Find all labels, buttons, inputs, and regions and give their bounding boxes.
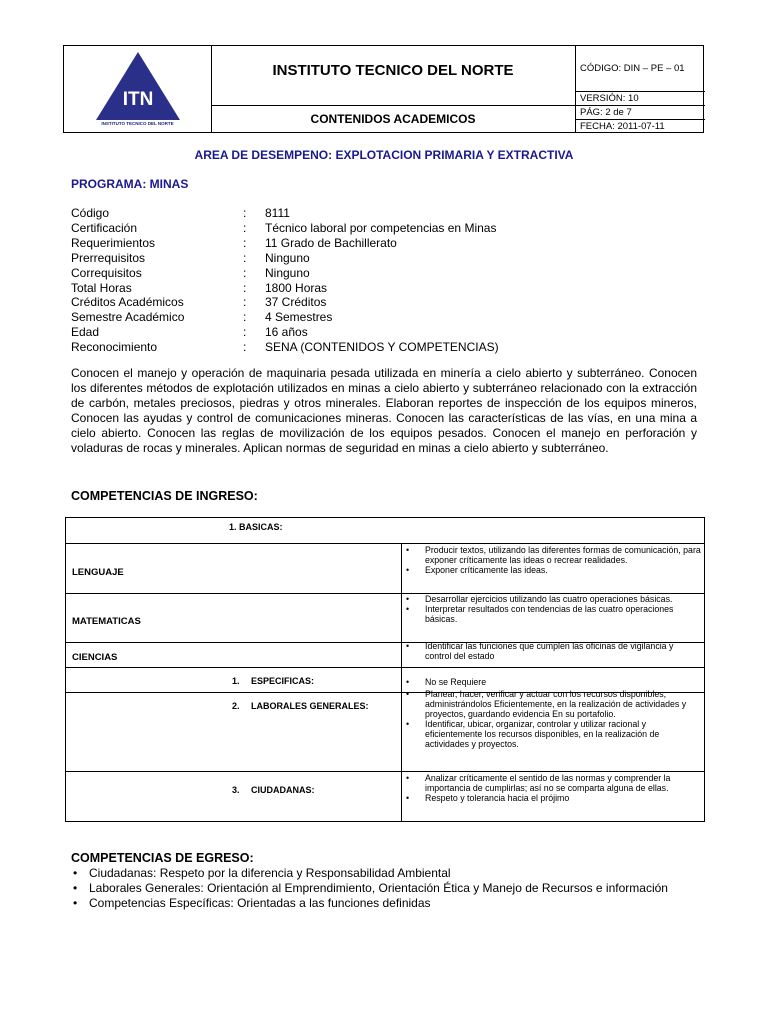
laborales-label: LABORALES GENERALES: — [251, 701, 369, 711]
field-label: Correquisitos — [71, 265, 142, 280]
egreso-item: • Competencias Específicas: Orientadas a las funciones definidas — [71, 896, 668, 911]
field-label: Certificación — [71, 220, 138, 235]
laborales-number: 2. — [232, 701, 240, 711]
document-subtitle: CONTENIDOS ACADEMICOS — [310, 112, 476, 126]
field-value: Técnico laboral por competencias en Minas — [265, 220, 497, 235]
matematicas-items — [406, 594, 701, 624]
field-value: Ninguno — [265, 250, 310, 265]
itn-logo — [92, 50, 184, 122]
program-fields — [0, 206, 768, 356]
page-label: PÁG: 2 de 7 — [580, 107, 632, 118]
lenguaje-items — [406, 545, 701, 575]
field-value: 16 años — [265, 325, 308, 340]
egreso-list — [71, 866, 668, 911]
egreso-title: COMPETENCIAS DE EGRESO: — [71, 851, 254, 865]
field-separator: : — [243, 295, 247, 310]
competency-text: No se Requiere — [425, 677, 487, 687]
competency-item — [406, 641, 701, 661]
laborales-items — [406, 689, 701, 749]
field-label: Reconocimiento — [71, 340, 158, 355]
field-label: Requerimientos — [71, 235, 156, 250]
egreso-item: • Ciudadanas: Respeto por la diferencia y Responsabilidad Ambiental — [71, 866, 668, 881]
bullet-icon: • — [406, 689, 410, 699]
bullet-icon: • — [406, 641, 410, 651]
field-value: 1800 Horas — [265, 280, 328, 295]
logo-text: ITN — [122, 89, 154, 110]
bullet-icon: • — [406, 773, 410, 783]
field-value: 37 Créditos — [265, 295, 327, 310]
field-separator: : — [243, 206, 247, 220]
program-title: PROGRAMA: MINAS — [71, 177, 189, 191]
bullet-icon: • — [406, 793, 410, 803]
competency-item — [406, 793, 701, 803]
institution-name: INSTITUTO TECNICO DEL NORTE — [272, 62, 514, 79]
version-label: VERSIÓN: 10 — [580, 93, 639, 104]
field-value: 8111 — [265, 206, 290, 220]
especificas-number: 1. — [232, 676, 240, 686]
bullet-icon: • — [406, 545, 410, 555]
competency-item — [406, 719, 701, 749]
code-label: CÓDIGO: DIN – PE – 01 — [580, 63, 685, 74]
lenguaje-label: LENGUAJE — [72, 567, 124, 578]
competency-text: Interpretar resultados con tendencias de las cuatro operaciones básicas. — [425, 604, 674, 624]
competency-item — [406, 773, 701, 793]
field-label: Semestre Académico — [71, 310, 185, 325]
competency-item — [406, 565, 701, 575]
competency-text: Identificar, ubicar, organizar, controlar y utilizar racional y eficientemente los recursos disponibles, en la realización de actividades y proyectos. — [425, 719, 660, 749]
ciencias-label: CIENCIAS — [72, 652, 118, 663]
field-label: Edad — [71, 325, 100, 340]
competency-item — [406, 677, 701, 687]
competency-text: Analizar críticamente el sentido de las normas y comprender la importancia de cumplirlas; así no se comparta alguna de ellas. — [425, 773, 671, 793]
field-label: Créditos Académicos — [71, 295, 184, 310]
field-separator: : — [243, 310, 247, 325]
program-description: Conocen el manejo y operación de maquinaria pesada utilizada en minería a cielo abierto y subterráneo. Conocen los diferentes métodos de explotación utilizados en minas a cielo abierto y subterráneo relacionado con la extracción de carbón, metales preciosos, piedras y otros minerales. Elaboran reportes de inspección de los equipos mineros, Conocen las ayudas y control de comunicaciones mineras. Conocen las características de las vías, en una mina a cielo abierto. Conocen las reglas de movilización de los equipos pesados. Conocen el manejo en perforación y voladuras de rocas y minerales. Aplican normas de seguridad en minas a cielo abierto y subterráneo. — [71, 366, 697, 455]
field-value: SENA (CONTENIDOS Y COMPETENCIAS) — [265, 340, 499, 355]
field-value: 4 Semestres — [265, 310, 333, 325]
competency-item — [406, 594, 701, 604]
competency-item — [406, 604, 701, 624]
bullet-icon: • — [406, 604, 410, 614]
bullet-icon: • — [406, 677, 410, 687]
field-label: Código — [71, 206, 110, 220]
competency-text: Identificar las funciones que cumplen las oficinas de vigilancia y control del estado — [425, 641, 674, 661]
competency-text: Respeto y tolerancia hacia el prójimo — [425, 793, 570, 803]
field-separator: : — [243, 265, 247, 280]
logo-caption: INSTITUTO TECNICO DEL NORTE — [101, 121, 174, 126]
field-value: 11 Grado de Bachillerato — [265, 235, 397, 250]
ciudadanas-label: CIUDADANAS: — [251, 785, 315, 795]
field-label: Prerrequisitos — [71, 250, 146, 265]
field-separator: : — [243, 280, 247, 295]
ciudadanas-items — [406, 773, 701, 803]
competency-text: Planear, hacer, verificar y actuar con los recursos disponibles, administrándolos Eficientemente, en la realización de actividades y proyectos, guardando evidencia En su portafolio. — [425, 689, 687, 719]
competency-text: Producir textos, utilizando las diferentes formas de comunicación, para exponer críticamente las ideas o recrear realidades. — [425, 545, 701, 565]
especificas-label: ESPECIFICAS: — [251, 676, 315, 686]
competency-text: Desarrollar ejercicios utilizando las cuatro operaciones básicas. — [425, 594, 673, 604]
field-separator: : — [243, 325, 247, 340]
field-separator: : — [243, 220, 247, 235]
ciencias-items — [406, 641, 701, 661]
bullet-icon: • — [406, 719, 410, 729]
area-title: AREA DE DESEMPENO: EXPLOTACION PRIMARIA Y EXTRACTIVA — [194, 148, 574, 162]
competency-item — [406, 545, 701, 565]
especificas-items — [406, 677, 701, 687]
field-value: Ninguno — [265, 265, 310, 280]
field-separator: : — [243, 340, 247, 355]
competencias-table — [65, 517, 705, 822]
field-separator: : — [243, 250, 247, 265]
ingreso-title: COMPETENCIAS DE INGRESO: — [71, 489, 258, 503]
date-label: FECHA: 2011-07-11 — [580, 121, 665, 132]
field-label: Total Horas — [71, 280, 132, 295]
egreso-item: • Laborales Generales: Orientación al Emprendimiento, Orientación Ética y Manejo de Recursos e información — [71, 881, 668, 896]
basicas-label: 1. BASICAS: — [229, 522, 283, 532]
field-separator: : — [243, 235, 247, 250]
competency-text: Exponer críticamente las ideas. — [425, 565, 548, 575]
ciudadanas-number: 3. — [232, 785, 240, 795]
matematicas-label: MATEMATICAS — [72, 616, 141, 627]
competency-item — [406, 689, 701, 719]
bullet-icon: • — [406, 594, 410, 604]
document-header — [63, 45, 704, 133]
bullet-icon: • — [406, 565, 410, 575]
